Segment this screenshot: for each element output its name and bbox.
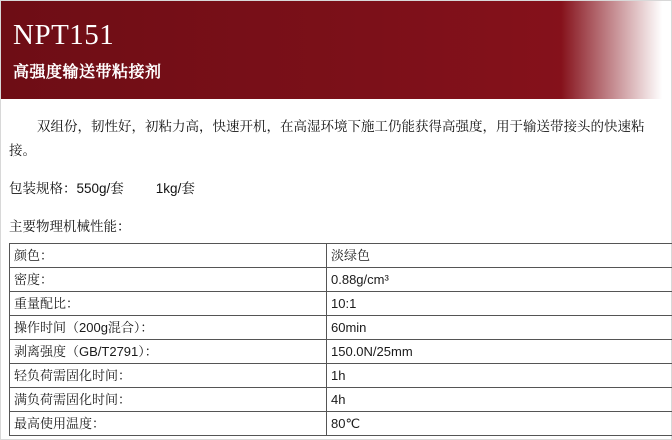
product-description: 双组份，韧性好，初粘力高，快速开机，在高湿环境下施工仍能获得高强度，用于输送带接头的快速粘接。 [9, 119, 645, 158]
property-label: 轻负荷需固化时间： [10, 364, 327, 388]
property-value: 60min [327, 316, 672, 340]
table-row [10, 268, 672, 292]
packaging-second-size: 1kg/套 [155, 181, 195, 197]
property-label: 满负荷需固化时间： [10, 388, 327, 412]
property-label: 剥离强度（GB/T2791）： [10, 340, 327, 364]
property-label: 密度： [10, 268, 327, 292]
table-row [10, 340, 672, 364]
property-value: 150.0N/25mm [327, 340, 672, 364]
packaging-spec [9, 178, 663, 200]
property-label: 最高使用温度： [10, 412, 327, 436]
product-name: 高强度输送带粘接剂 [13, 64, 162, 81]
property-label: 重量配比： [10, 292, 327, 316]
table-row [10, 364, 672, 388]
properties-table [9, 243, 672, 436]
property-label: 颜色： [10, 244, 327, 268]
packaging-label: 包装规格：550g/套 [9, 181, 124, 197]
property-value: 80℃ [327, 412, 672, 436]
table-row [10, 292, 672, 316]
property-value: 10:1 [327, 292, 672, 316]
properties-table-body [10, 244, 672, 436]
banner-fade-decoration [561, 1, 671, 99]
properties-section-title: 主要物理机械性能： [9, 218, 131, 234]
property-value: 1h [327, 364, 672, 388]
property-value: 0.88g/cm³ [327, 268, 672, 292]
document-content [1, 115, 671, 436]
header-banner [1, 1, 671, 99]
table-row [10, 388, 672, 412]
property-value: 淡绿色 [327, 244, 672, 268]
property-label: 操作时间（200g混合）： [10, 316, 327, 340]
table-row [10, 316, 672, 340]
table-row [10, 412, 672, 436]
property-value: 4h [327, 388, 672, 412]
product-code: NPT151 [13, 19, 115, 51]
table-row [10, 244, 672, 268]
